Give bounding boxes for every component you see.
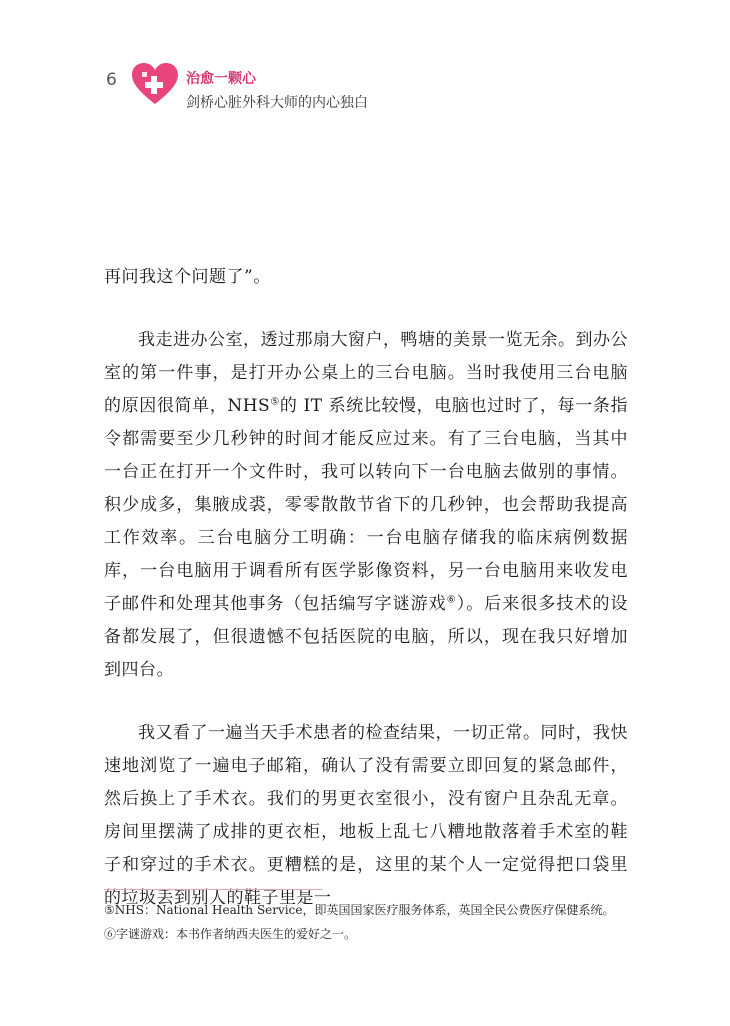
- paragraph-2: [104, 324, 628, 687]
- footnote-ref-5: ⑤: [270, 396, 280, 408]
- body-text: [104, 261, 628, 915]
- footnote-divider: [104, 889, 322, 890]
- footnote-6: ⑥字谜游戏：本书作者纳西夫医生的爱好之一。: [104, 927, 357, 941]
- paragraph-3: 我又看了一遍当天手术患者的检查结果，一切正常。同时，我快速地浏览了一遍电子邮箱，确认了没有需要立即回复的紧急邮件，然后换上了手术衣。我们的男更衣室很小，没有窗户且杂乱无章。房间里摆满了成排的更衣柜，地板上乱七八糟地散落着手术室的鞋子和穿过的手术衣。更糟糕的是，这里的某个人一定觉得把口袋里的垃圾丢到别人的鞋子里是一: [104, 723, 628, 908]
- paragraph-2-text-a: 我走进办公室，透过那扇大窗户，鸭塘的美景一览无余。到办公室的第一件事，是打开办公桌上的三台电脑。当时我使用三台电脑的原因很简单，NHS: [104, 330, 628, 416]
- paragraph-2-text-b: 的 IT 系统比较慢，电脑也过时了，每一条指令都需要至少几秒钟的时间才能反应过来。有了三台电脑，当其中一台正在打开一个文件时，我可以转向下一台电脑去做别的事情。积少成多，集腋成裘，零零散散节省下的几秒钟，也会帮助我提高工作效率。三台电脑分工明确：一台电脑存储我的临床病例数据库，一台电脑用于调看所有医学影像资料，另一台电脑用来收发电子邮件和处理其他事务（包括编写字谜游戏: [104, 396, 628, 614]
- footnote-5: ⑤NHS：National Health Service，即英国国家医疗服务体系，英国全民公费医疗保健系统。: [104, 903, 615, 917]
- footnotes: [104, 898, 664, 946]
- page-number: 6: [106, 70, 117, 90]
- book-subtitle: 剑桥心脏外科大师的内心独白: [186, 95, 368, 111]
- book-title: 治愈一颗心: [186, 71, 256, 87]
- heart-medical-cross-icon: [131, 62, 179, 106]
- paragraph-2-text-c: ）。后来很多技术的设备都发展了，但很遗憾不包括医院的电脑，所以，现在我只好增加到四台。: [104, 594, 629, 680]
- paragraph-1: 再问我这个问题了”。: [104, 267, 271, 287]
- footnote-ref-6: ⑥: [446, 594, 457, 606]
